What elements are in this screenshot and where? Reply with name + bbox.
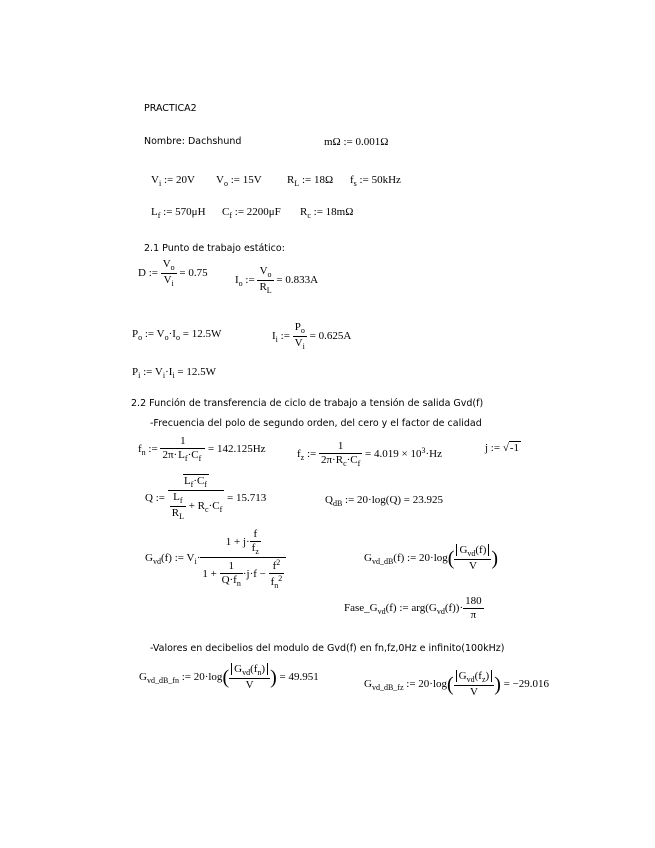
param-fs: $f_s$ := 50kHz (350, 174, 401, 188)
param-rc: $R_c$ := 18mΩ (300, 206, 354, 220)
param-lf-value: 570μH (175, 206, 206, 218)
param-vo: $V_o$ := 15V (216, 174, 262, 188)
eq-quality-factor-db: $Q_{dB}$ := 20·log(Q) = 23.925 (325, 494, 443, 508)
eq-zero-frequency-exponent: 3 (421, 446, 426, 456)
unit-definition: mΩ := 0.001Ω (324, 136, 389, 148)
eq-input-power: $P_i$ := $V_i\cdot I_i = 12.5W$ (132, 366, 217, 380)
eq-duty-cycle-result: 0.75 (188, 267, 208, 280)
eq-zero-frequency-mantissa: 4.019 (374, 448, 399, 461)
eq-zero-frequency: $f_z$ := $\frac{1}{2\pi\cdot R_c\cdot C_f}$ = $4.019 \times 10^3\cdot Hz$ (297, 440, 442, 468)
param-vi: $V_i$ := 20V (151, 174, 195, 188)
param-lf: $L_f$ := 570μH (151, 206, 206, 220)
eq-zero-frequency-unit: ·Hz (425, 448, 442, 461)
eq-output-power: $P_o$ := $V_o\cdot I_o = 12.5W$ (132, 328, 222, 342)
values-heading: -Valores en decibelios del modulo de Gvd(f) en fn,fz,0Hz e infinito(100kHz) (150, 643, 505, 654)
author-name: Nombre: Dachshund (144, 136, 242, 147)
eq-gain-at-fn-result: 49.951 (288, 671, 319, 684)
page-title: PRACTICA2 (144, 103, 197, 114)
param-vi-value: 20V (175, 174, 195, 186)
eq-output-current-result: 0.833A (285, 274, 319, 287)
param-vo-value: 15V (242, 174, 262, 186)
eq-input-current: $I_i$ := $\frac{P_o}{V_i}$ = 0.625A (272, 321, 352, 351)
eq-pole-frequency: $f_n$ := $\frac{1}{2\pi\cdot L_f\cdot C_f}$ = 142.125Hz (138, 435, 266, 463)
section-2-subheading: -Frecuencia del polo de segundo orden, del cero y el factor de calidad (150, 418, 482, 429)
eq-phase-const: 180 (465, 595, 482, 607)
eq-phase: $Fase\_G_{vd}(f)$ := $arg(G_{vd}(f))\cdot$ $\frac{180}{\pi}$ (344, 595, 482, 621)
param-cf: $C_f$ := 2200μF (222, 206, 281, 220)
param-rl: $R_L$ := 18Ω (287, 174, 334, 188)
eq-quality-factor: Q := $L_f\cdot C_f$ $\frac{L_f}{R_L}$ + $R_c\cdot C_f$ = 15.713 (145, 475, 267, 521)
eq-transfer-function: $G_{vd}(f)$ := $V_i\cdot$ 1 + j· $\frac{f}{f_z}$ 1 + $\frac{1}{Q\cdot f_n}$ ·j·f − $\frac{f^2}{f_n^2}$ (145, 529, 286, 590)
eq-gain-at-fz-result: −29.016 (512, 678, 550, 691)
eq-gain-at-fz: $G_{vd\_dB\_fz}$ := 20·log( $\frac{G_{vd}(f_z)}{V}$ ) = −29.016 (364, 670, 550, 698)
eq-transfer-function-db: $G_{vd\_dB}(f)$ := 20·log( $\frac{G_{vd}(f)}{V}$ ) (364, 544, 499, 572)
eq-input-power-result: 12.5W (186, 366, 217, 378)
param-rl-value: 18Ω (314, 174, 334, 186)
section-1-heading: 2.1 Punto de trabajo estático: (144, 243, 285, 254)
eq-quality-factor-db-result: 23.925 (412, 494, 443, 506)
param-cf-value: 2200μF (246, 206, 281, 218)
section-2-heading: 2.2 Función de transferencia de ciclo de trabajo a tensión de salida Gvd(f) (131, 398, 484, 409)
eq-pole-frequency-result: 142.125Hz (216, 443, 266, 456)
eq-output-power-result: 12.5W (191, 328, 222, 340)
eq-output-current: $I_o$ := $\frac{V_o}{R_L}$ = 0.833A (235, 265, 319, 295)
eq-imaginary-unit-radicand: -1 (509, 442, 520, 454)
param-fs-value: 50kHz (371, 174, 401, 186)
eq-imaginary-unit: j := √-1 (485, 442, 520, 454)
eq-input-current-result: 0.625A (318, 330, 352, 343)
eq-duty-cycle: D := $\frac{V_o}{V_i}$ = 0.75 (138, 258, 208, 288)
eq-gain-at-fn: $G_{vd\_dB\_fn}$ := 20·log( $\frac{G_{vd}(f_n)}{V}$ ) = 49.951 (139, 663, 319, 691)
param-rc-value: 18mΩ (325, 206, 354, 218)
eq-quality-factor-result: 15.713 (235, 492, 267, 505)
